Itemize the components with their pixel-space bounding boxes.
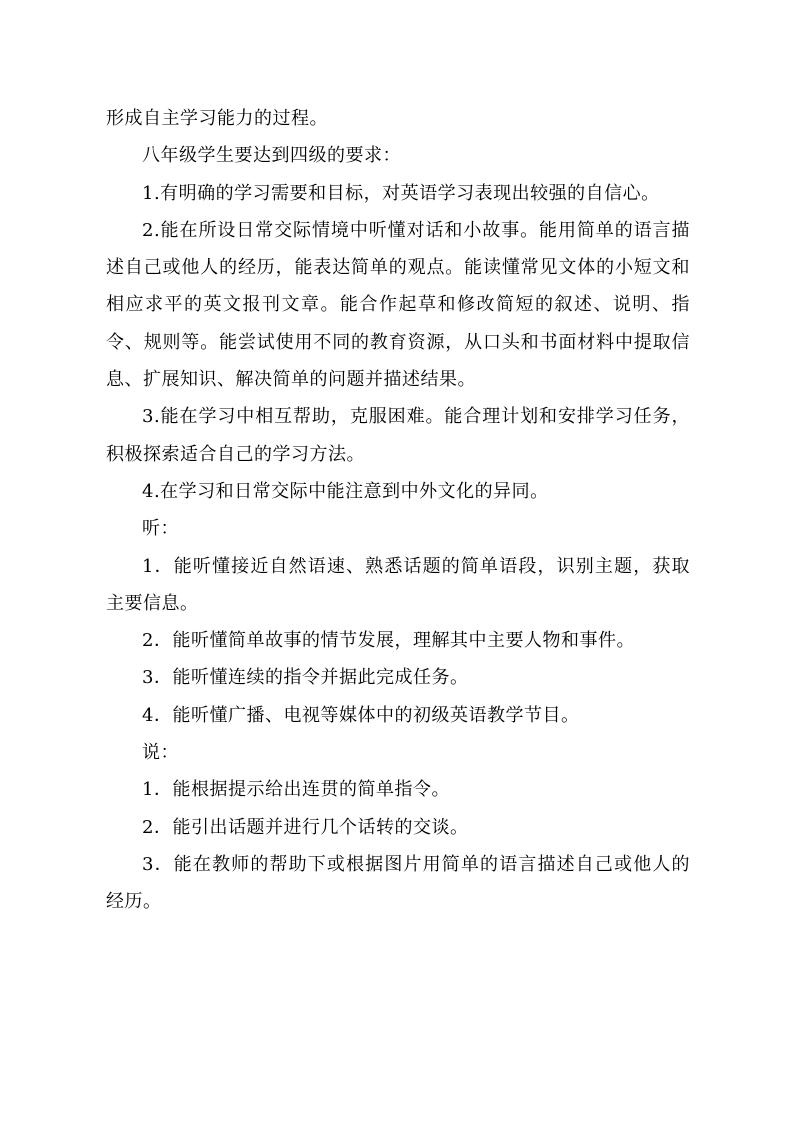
listening-item-3: 3．能听懂连续的指令并据此完成任务。 xyxy=(142,667,469,689)
paragraph-4: 2.能在所设日常交际情境中听懂对话和小故事。能用简单的语言描述自己或他人的经历，能表达简单的观点。能读懂常见文体的小短文和相应求平的英文报刊文章。能合作起草和修改简短的叙述、说明、指令、规则等。能尝试使用不同的教育资源，从口头和书面材料中提取信息、扩展知识、解决简单的问题并描述结果。 xyxy=(106,219,690,391)
speaking-item-3: 3．能在教师的帮助下或根据图片用简单的语言描述自己或他人的经历。 xyxy=(106,853,690,913)
speaking-item-1: 1．能根据提示给出连贯的简单指令。 xyxy=(142,779,450,801)
document-body xyxy=(106,100,690,921)
listening-item-1: 1．能听懂接近自然语速、熟悉话题的简单语段，识别主题，获取主要信息。 xyxy=(106,555,690,614)
speaking-item-2: 2．能引出话题并进行几个话转的交谈。 xyxy=(142,816,469,838)
paragraph-2: 八年级学生要达到四级的要求： xyxy=(142,145,401,167)
section-heading-listening: 听： xyxy=(142,518,179,540)
paragraph-1: 形成自主学习能力的过程。 xyxy=(106,108,328,129)
paragraph-3: 1.有明确的学习需要和目标，对英语学习表现出较强的自信心。 xyxy=(142,182,660,204)
listening-item-4: 4．能听懂广播、电视等媒体中的初级英语教学节目。 xyxy=(142,704,580,726)
listening-item-2: 2．能听懂简单故事的情节发展，理解其中主要人物和事件。 xyxy=(142,630,635,652)
paragraph-6: 4.在学习和日常交际中能注意到中外文化的异同。 xyxy=(142,480,549,502)
paragraph-5: 3.能在学习中相互帮助，克服困难。能合理计划和安排学习任务，积极探索适合自己的学习方法。 xyxy=(106,406,690,465)
section-heading-speaking: 说： xyxy=(142,742,179,764)
